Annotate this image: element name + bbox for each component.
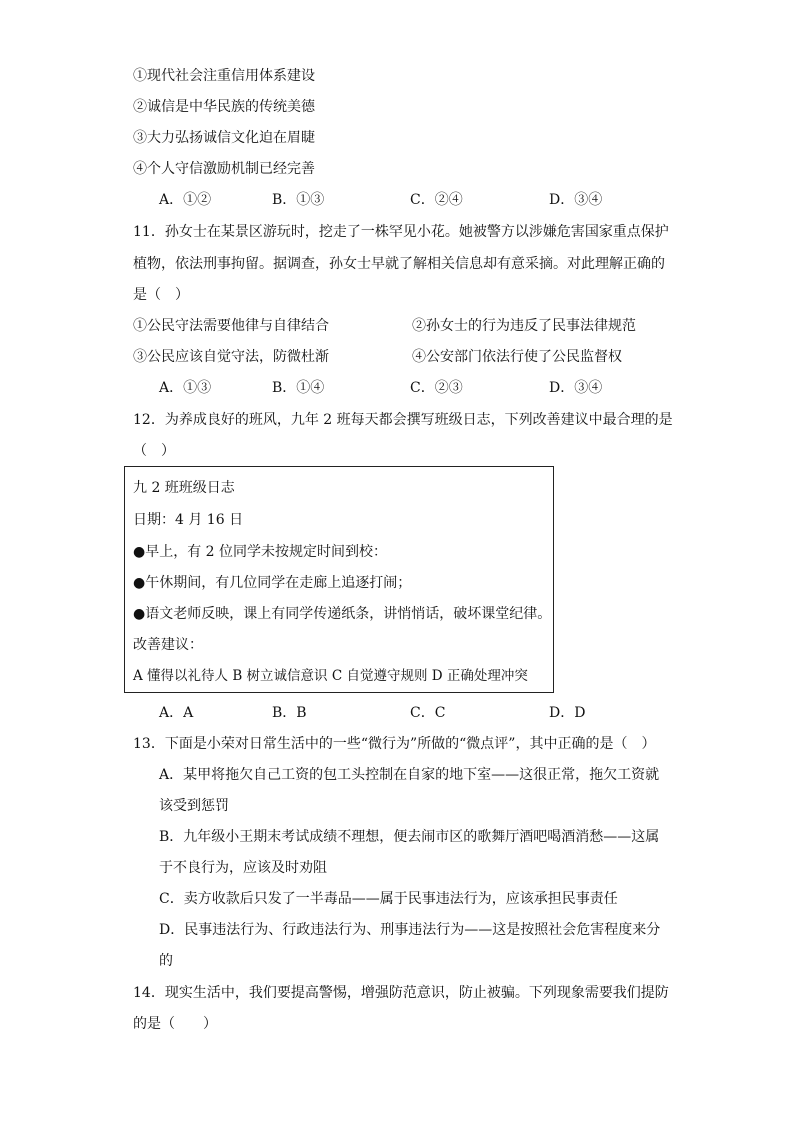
statement-line: ④个人守信激励机制已经完善 xyxy=(133,161,315,177)
class-log-box xyxy=(124,466,554,693)
log-suggestion-options: A 懂得以礼待人 B 树立诚信意识 C 自觉遵守规则 D 正确处理冲突 xyxy=(133,668,528,684)
log-item: ●午休期间，有几位同学在走廊上追逐打闹； xyxy=(133,575,412,591)
question-14-stem: 14．现实生活中，我们要提高警惕，增强防范意识，防止被骗。下列现象需要我们提防 xyxy=(133,985,669,1001)
question-12-stem: （ ） xyxy=(133,443,175,459)
statement-line: ④公安部门依法行使了公民监督权 xyxy=(412,349,622,365)
statement-line: ①现代社会注重信用体系建设 xyxy=(133,68,315,84)
option-b: B．①④ xyxy=(272,380,325,396)
question-11-stem: 植物，依法刑事拘留。据调查，孙女士早就了解相关信息却有意采摘。对此理解正确的 xyxy=(133,256,665,272)
option-d-cont: 的 xyxy=(159,953,173,969)
statement-line: ②诚信是中华民族的传统美德 xyxy=(133,99,315,115)
option-a: A．①③ xyxy=(159,380,212,396)
question-14-stem: 的是（ ） xyxy=(133,1016,217,1032)
option-d: D．D xyxy=(549,705,586,721)
option-b: B．九年级小王期末考试成绩不理想，便去闹市区的歌舞厅酒吧喝酒消愁——这属 xyxy=(159,829,660,845)
option-c: C．②④ xyxy=(410,192,463,208)
question-11-stem: 是（ ） xyxy=(133,287,189,303)
option-b: B．B xyxy=(272,705,307,721)
option-d: D．③④ xyxy=(549,192,603,208)
log-title: 九 2 班班级日志 xyxy=(133,480,235,496)
log-item: ●早上，有 2 位同学未按规定时间到校： xyxy=(133,544,388,560)
option-b: B．①③ xyxy=(272,192,325,208)
option-d: D．③④ xyxy=(549,380,603,396)
statement-line: ①公民守法需要他律与自律结合 xyxy=(133,318,329,334)
statement-line: ③公民应该自觉守法，防微杜渐 xyxy=(133,349,329,365)
option-d: D．民事违法行为、行政违法行为、刑事违法行为——这是按照社会危害程度来分 xyxy=(159,922,661,938)
question-13-stem: 13．下面是小荣对日常生活中的一些“微行为”所做的“微点评”，其中正确的是（ ） xyxy=(133,736,656,752)
question-11-stem: 11．孙女士在某景区游玩时，挖走了一株罕见小花。她被警方以涉嫌危害国家重点保护 xyxy=(133,224,669,240)
option-a-cont: 该受到惩罚 xyxy=(159,798,229,814)
option-c: C．②③ xyxy=(410,380,463,396)
option-a: A．某甲将拖欠自己工资的包工头控制在自家的地下室——这很正常，拖欠工资就 xyxy=(159,767,660,783)
question-12-stem: 12．为养成良好的班风，九年 2 班每天都会撰写班级日志，下列改善建议中最合理的是 xyxy=(133,412,673,428)
statement-line: ③大力弘扬诚信文化迫在眉睫 xyxy=(133,130,315,146)
option-c: C．卖方收款后只发了一半毒品——属于民事违法行为，应该承担民事责任 xyxy=(159,891,618,907)
option-c: C．C xyxy=(410,705,446,721)
log-date: 日期：4 月 16 日 xyxy=(133,512,244,528)
log-item: ●语文老师反映，课上有同学传递纸条，讲悄悄话，破坏课堂纪律。 xyxy=(133,606,552,622)
option-a: A．A xyxy=(159,705,194,721)
statement-line: ②孙女士的行为违反了民事法律规范 xyxy=(412,318,636,334)
log-suggestion-label: 改善建议： xyxy=(133,637,203,653)
option-b-cont: 于不良行为，应该及时劝阻 xyxy=(159,860,327,876)
option-a: A．①② xyxy=(159,192,212,208)
